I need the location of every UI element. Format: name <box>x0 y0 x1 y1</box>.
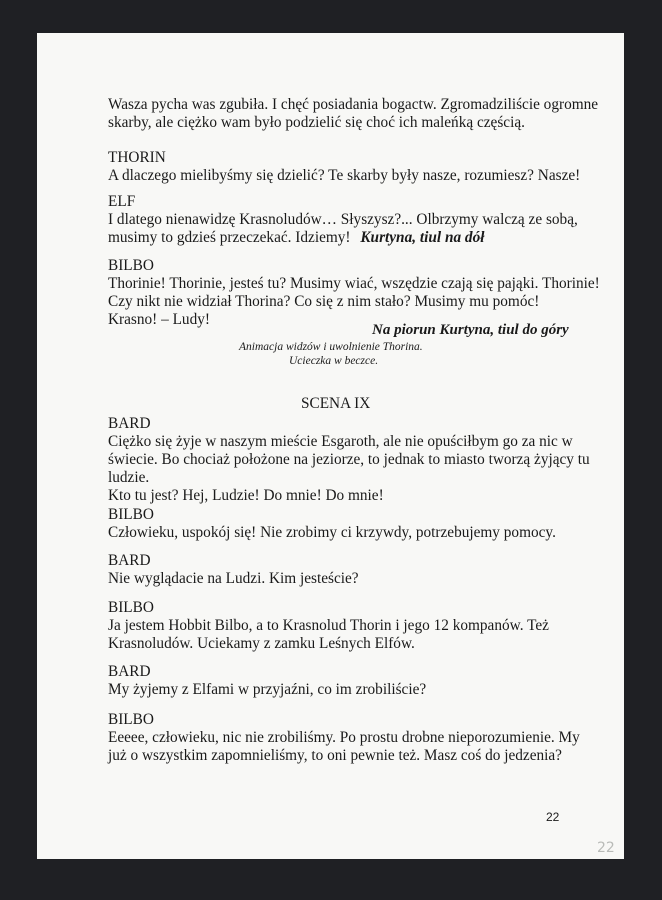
text-line: świecie. Bo chociaż położone na jeziorze, to jednak to miasto tworzą żyjący tu <box>108 451 590 468</box>
pencil-page-mark: 22 <box>597 840 615 856</box>
dialogue-elf <box>108 193 588 247</box>
text-line: Wasza pycha was zgubiła. I chęć posiadania bogactw. Zgromadziliście ogromne <box>108 96 599 113</box>
text-line: już o wszystkim zapomnieliśmy, to oni pewnie też. Masz coś do jedzenia? <box>108 747 562 764</box>
speaker-name: BARD <box>108 415 151 432</box>
text-line: Człowieku, uspokój się! Nie zrobimy ci krzywdy, potrzebujemy pomocy. <box>108 524 556 541</box>
dialogue-bard <box>108 663 588 699</box>
dialogue-bilbo <box>108 506 588 542</box>
stage-direction-right: Na piorun Kurtyna, tiul do góry <box>372 322 569 338</box>
text-line: Czy nikt nie widział Thorina? Co się z nim stało? Musimy mu pomóc! <box>108 293 540 310</box>
speaker-name: BILBO <box>108 506 154 523</box>
text-line: Ja jestem Hobbit Bilbo, a to Krasnolud Thorin i jego 12 kompanów. Też <box>108 617 549 634</box>
page-number: 22 <box>546 810 560 824</box>
text-line: My żyjemy z Elfami w przyjaźni, co im zrobiliście? <box>108 681 427 698</box>
dialogue-bard <box>108 415 588 505</box>
speaker-name: THORIN <box>108 149 166 166</box>
text-line: skarby, ale ciężko wam było podzielić się choć ich maleńką częścią. <box>108 114 525 131</box>
text-line: Kto tu jest? Hej, Ludzie! Do mnie! Do mnie! <box>108 487 384 504</box>
dialogue-continuation <box>108 96 599 132</box>
stage-note: Animacja widzów i uwolnienie Thorina. <box>239 341 423 353</box>
script-page <box>37 33 624 859</box>
text-line: I dlatego nienawidzę Krasnoludów… Słyszysz?... Olbrzymy walczą ze sobą, <box>108 211 578 228</box>
dialogue-bilbo <box>108 711 588 765</box>
dialogue-bilbo <box>108 599 588 653</box>
scene-title: SCENA IX <box>301 395 371 412</box>
text-line: Nie wyglądacie na Ludzi. Kim jesteście? <box>108 570 359 587</box>
stage-direction: Kurtyna, tiul na dół <box>360 229 485 246</box>
speaker-name: BARD <box>108 552 151 569</box>
text-line: Krasnoludów. Uciekamy z zamku Leśnych Elfów. <box>108 635 415 652</box>
speaker-name: BILBO <box>108 599 154 616</box>
text-line-with-stage <box>108 229 588 247</box>
dialogue-bard <box>108 552 588 588</box>
text-line: Thorinie! Thorinie, jesteś tu? Musimy wiać, wszędzie czają się pająki. Thorinie! <box>108 275 600 292</box>
text-line: A dlaczego mielibyśmy się dzielić? Te skarby były nasze, rozumiesz? Nasze! <box>108 167 581 184</box>
text-line: Krasno! – Ludy! <box>108 311 210 328</box>
text-line: musimy to gdzieś przeczekać. Idziemy! <box>108 229 351 246</box>
text-line: ludzie. <box>108 469 150 486</box>
speaker-name: BILBO <box>108 711 154 728</box>
speaker-name: ELF <box>108 193 136 210</box>
text-line: Ciężko się żyje w naszym mieście Esgaroth, ale nie opuściłbym go za nic w <box>108 433 573 450</box>
dialogue-thorin <box>108 149 588 185</box>
dialogue-bilbo <box>108 257 600 329</box>
speaker-name: BARD <box>108 663 151 680</box>
stage-note: Ucieczka w beczce. <box>289 355 379 367</box>
text-line: Eeeee, człowieku, nic nie zrobiliśmy. Po prostu drobne nieporozumienie. My <box>108 729 580 746</box>
speaker-name: BILBO <box>108 257 154 274</box>
